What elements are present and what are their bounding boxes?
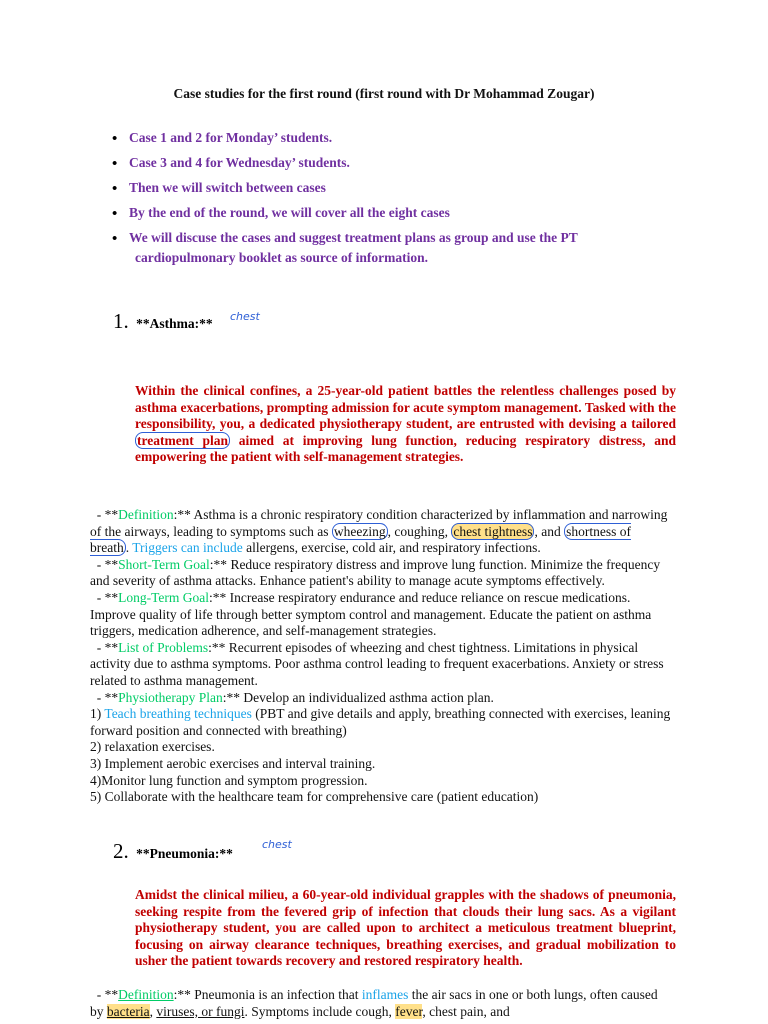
plan-item: 2) relaxation exercises. — [90, 739, 215, 755]
long-term-goal-paragraph: - **Long-Term Goal:** Increase respiratory endurance and reduce reliance on rescue medications. Improve quality of life through better symptom control and management. Educate the patient on asthma triggers, medication adherence, and self-management strategies. — [90, 589, 652, 639]
highlighted-text: bacteria — [106, 1003, 150, 1019]
bullet-icon: • — [112, 231, 118, 247]
short-term-goal-paragraph: - **Short-Term Goal:** Reduce respiratory distress and improve lung function. Minimize the frequency and severity of asthma attacks. Enhance patient's ability to manage acute symptoms effectively. — [90, 556, 661, 589]
definition-paragraph: - **Definition:** Asthma is a chronic respiratory condition characterized by inflammation and narrowing of the airways, leading to symptoms such as wheezing , coughing, chest tightness , and shortness of breath . Triggers can include allergens, exercise, cold air, and respiratory infections. — [90, 507, 668, 556]
case1-title: **Asthma:** — [136, 316, 213, 331]
handwritten-note: chest — [230, 310, 260, 323]
handwritten-note: chest — [262, 838, 292, 851]
blue-text: Triggers can include — [132, 540, 243, 556]
bullet-icon: • — [112, 181, 118, 197]
highlighted-text: chest tightness — [453, 523, 533, 539]
circled-text: shortness of breath — [90, 523, 631, 556]
list-of-problems-paragraph: - **List of Problems:** Recurrent episodes of wheezing and chest tightness. Limitations in physical activity due to asthma symptoms. Poor asthma control leading to frequent exacerbations. Anxiety or stress related to asthma management. — [90, 639, 664, 688]
section-label: Definition — [118, 987, 174, 1002]
case2-details — [90, 987, 672, 1020]
section-label: Definition — [118, 507, 174, 522]
plan-item: 5) Collaborate with the healthcare team for comprehensive care (patient education) — [90, 789, 539, 805]
case1-details — [90, 507, 672, 806]
case1-heading — [113, 309, 213, 334]
section-label: List of Problems — [118, 639, 209, 655]
section-label: Long-Term Goal — [118, 589, 210, 605]
circled-text: wheezing — [333, 523, 386, 539]
bullet-icon: • — [112, 131, 118, 147]
list-item: • Then we will switch between cases — [112, 180, 326, 197]
instruction-list — [112, 128, 578, 274]
underlined-text: viruses, or fungi — [156, 1003, 245, 1019]
list-item: • We will discuse the cases and suggest treatment plans as group and use the PT cardiopulmonary booklet as source of information. — [112, 230, 578, 265]
case2-heading — [113, 839, 233, 864]
case1-scenario: Within the clinical confines, a 25-year-old patient battles the relentless challenges posed by asthma exacerbations, prompting admission for acute symptom management. Tasked with the responsibility, you, a dedicated physiotherapy student, are entrusted with devising a tailored treatment plan aimed at improving lung function, reducing respiratory distress, and empowering the patient with self-management strategies. — [135, 383, 677, 465]
list-item: • Case 1 and 2 for Monday’ students. — [112, 130, 333, 147]
case2-scenario: Amidst the clinical milieu, a 60-year-old individual grapples with the shadows of pneumonia, seeking respite from the fevered grip of infection that clouds their lung sacs. As a vigilant physiotherapy student, you are called upon to architect a meticulous treatment blueprint, focusing on airway clearance techniques, breathing exercises, and gradual mobilization to usher the patient towards recovery and restored respiratory health. — [135, 887, 676, 969]
physiotherapy-plan-paragraph: - **Physiotherapy Plan:** Develop an individualized asthma action plan. — [96, 689, 494, 705]
bullet-icon: • — [112, 206, 118, 222]
section-label: Physiotherapy Plan — [118, 689, 223, 705]
list-item: • Case 3 and 4 for Wednesday’ students. — [112, 155, 350, 172]
plan-item: 3) Implement aerobic exercises and interval training. — [90, 755, 376, 771]
definition-paragraph: - **Definition:** Pneumonia is an infection that inflames the air sacs in one or both lungs, often caused by bacteria, viruses, or fungi. Symptoms include cough, fever, chest pain, and — [90, 987, 658, 1019]
case1-number: 1. — [113, 309, 129, 333]
case2-title: **Pneumonia:** — [136, 846, 233, 861]
page-title: Case studies for the first round (first round with Dr Mohammad Zougar) — [173, 86, 595, 101]
blue-text: Teach breathing techniques — [104, 706, 252, 722]
case2-number: 2. — [113, 839, 129, 863]
section-label: Short-Term Goal — [118, 556, 210, 572]
highlighted-text: fever — [395, 1003, 423, 1019]
list-item: • By the end of the round, we will cover all the eight cases — [112, 205, 450, 222]
blue-text: inflames — [361, 987, 409, 1002]
circled-text: treatment plan — [137, 432, 228, 448]
plan-item: 4)Monitor lung function and symptom progression. — [90, 772, 368, 788]
plan-item: 1) Teach breathing techniques (PBT and give details and apply, breathing connected with exercises, leaning forward position and connected with breathing) — [90, 706, 671, 738]
bullet-icon: • — [112, 156, 118, 172]
